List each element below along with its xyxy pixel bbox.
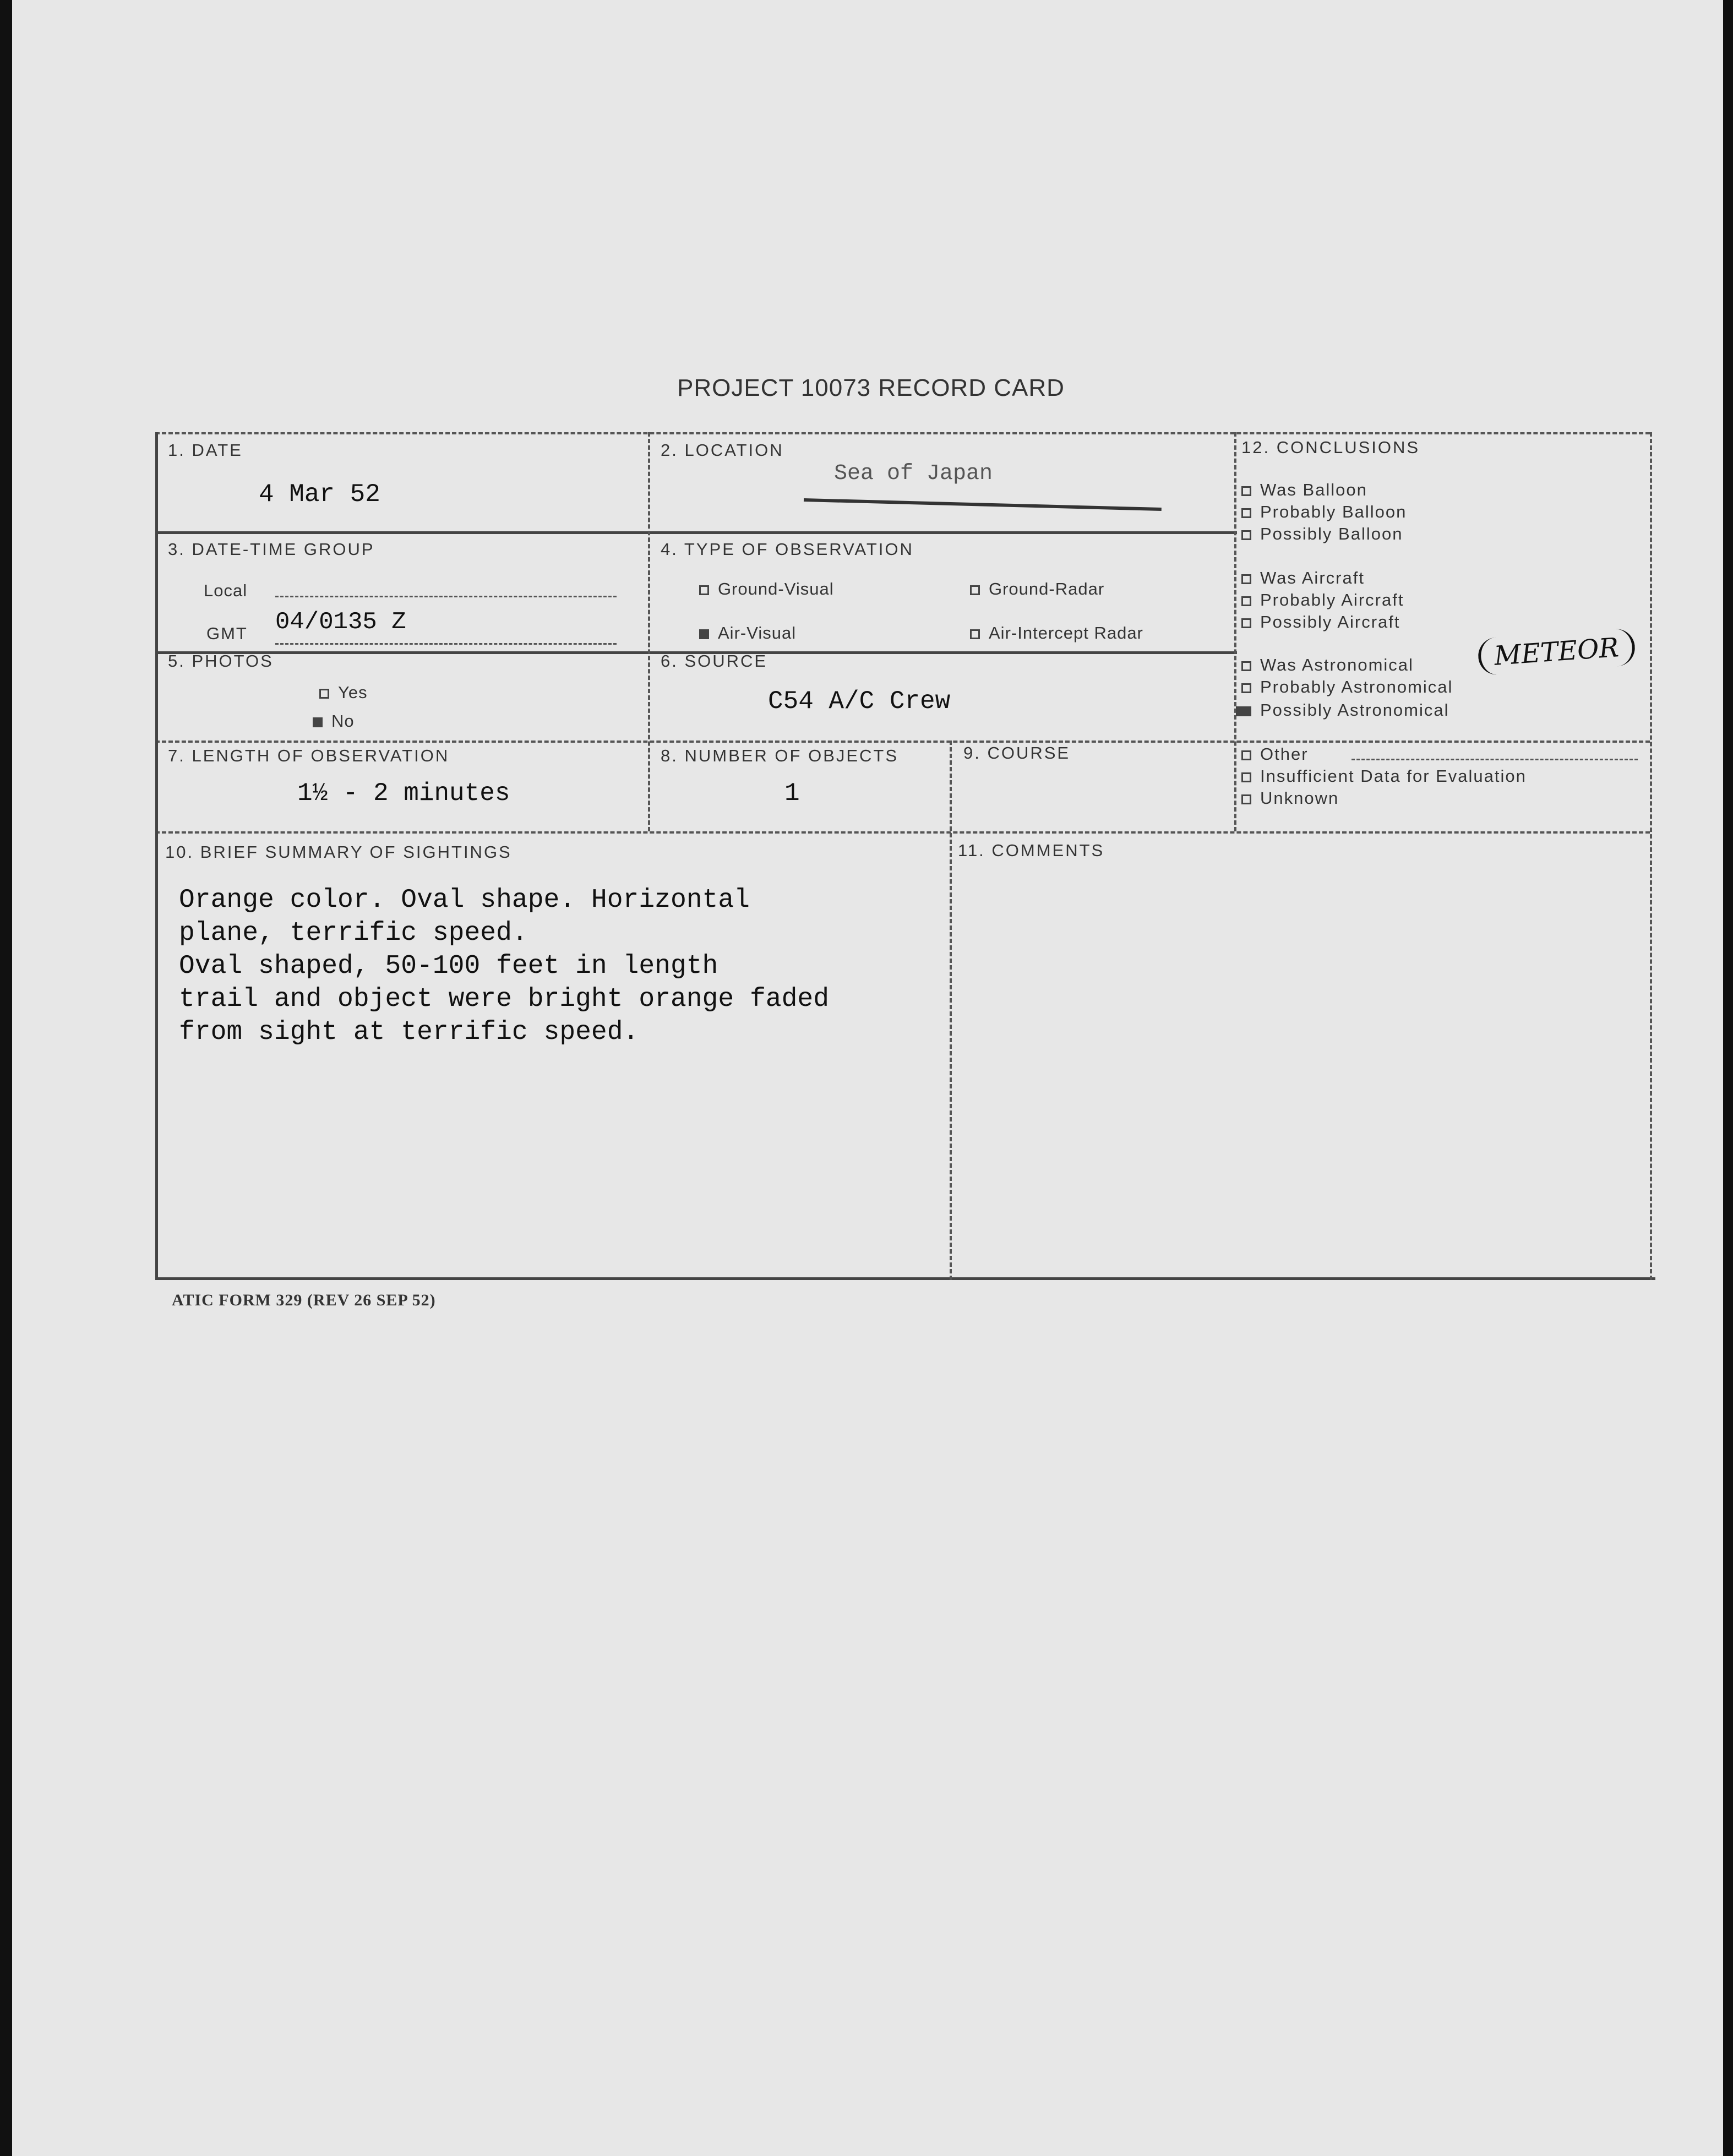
checkbox-icon xyxy=(1241,794,1251,804)
handwritten-meteor-note: METEOR xyxy=(1477,628,1636,676)
scan-edge-left xyxy=(0,0,12,2156)
length-of-observation-value: 1½ - 2 minutes xyxy=(297,779,510,808)
checkbox-icon xyxy=(970,585,980,595)
checkbox-checked-icon xyxy=(1236,706,1251,716)
conclusion-possibly-astronomical[interactable]: Possibly Astronomical xyxy=(1236,700,1449,720)
option-air-visual[interactable]: Air-Visual xyxy=(699,623,796,643)
conclusion-possibly-aircraft[interactable]: Possibly Aircraft xyxy=(1241,612,1400,632)
checkbox-icon xyxy=(1241,530,1251,540)
option-ground-radar[interactable]: Ground-Radar xyxy=(970,579,1104,599)
conclusion-probably-astronomical[interactable]: Probably Astronomical xyxy=(1241,677,1453,697)
option-ground-visual[interactable]: Ground-Visual xyxy=(699,579,834,599)
source-value: C54 A/C Crew xyxy=(768,687,951,716)
conclusion-was-aircraft[interactable]: Was Aircraft xyxy=(1241,568,1365,588)
date-value: 4 Mar 52 xyxy=(259,480,380,509)
photos-label: 5. PHOTOS xyxy=(168,651,274,671)
photos-option-no[interactable]: No xyxy=(313,711,355,731)
comments-label: 11. COMMENTS xyxy=(958,841,1105,860)
location-value: Sea of Japan xyxy=(834,461,993,486)
source-label: 6. SOURCE xyxy=(661,651,768,671)
conclusion-other[interactable]: Other xyxy=(1241,744,1309,764)
checkbox-icon xyxy=(1241,596,1251,606)
checkbox-icon xyxy=(1241,508,1251,518)
checkbox-icon xyxy=(1241,618,1251,628)
local-field-line xyxy=(275,596,617,597)
checkbox-icon xyxy=(1241,683,1251,693)
gmt-field-line xyxy=(275,643,617,645)
checkbox-icon xyxy=(319,689,329,699)
conclusion-probably-balloon[interactable]: Probably Balloon xyxy=(1241,502,1407,522)
summary-text: Orange color. Oval shape. Horizontal plane, terrific speed. Oval shaped, 50-100 feet in length trail and object were bright orange faded from sight at terrific speed. xyxy=(179,885,829,1047)
conclusion-possibly-balloon[interactable]: Possibly Balloon xyxy=(1241,524,1403,544)
number-of-objects-label: 8. NUMBER OF OBJECTS xyxy=(661,746,899,765)
conclusions-label: 12. CONCLUSIONS xyxy=(1241,438,1420,457)
form-id: ATIC FORM 329 (REV 26 SEP 52) xyxy=(172,1291,436,1309)
summary-label: 10. BRIEF SUMMARY OF SIGHTINGS xyxy=(165,842,512,862)
gmt-value: 04/0135 Z xyxy=(275,608,406,636)
gmt-label: GMT xyxy=(206,624,248,643)
card-title: PROJECT 10073 RECORD CARD xyxy=(677,374,1065,401)
conclusion-was-astronomical[interactable]: Was Astronomical xyxy=(1241,655,1414,675)
length-of-observation-label: 7. LENGTH OF OBSERVATION xyxy=(168,746,450,765)
checkbox-icon xyxy=(1241,750,1251,760)
option-air-intercept-radar[interactable]: Air-Intercept Radar xyxy=(970,623,1143,643)
checkbox-checked-icon xyxy=(699,629,709,639)
checkbox-icon xyxy=(1241,486,1251,496)
date-label: 1. DATE xyxy=(168,440,243,460)
checkbox-icon xyxy=(1241,574,1251,584)
date-time-group-label: 3. DATE-TIME GROUP xyxy=(168,540,375,559)
photos-option-yes[interactable]: Yes xyxy=(319,683,368,703)
number-of-objects-value: 1 xyxy=(784,779,800,808)
checkbox-checked-icon xyxy=(313,717,323,727)
type-of-observation-label: 4. TYPE OF OBSERVATION xyxy=(661,540,914,559)
location-label: 2. LOCATION xyxy=(661,440,784,460)
checkbox-icon xyxy=(699,585,709,595)
checkbox-icon xyxy=(970,629,980,639)
conclusion-was-balloon[interactable]: Was Balloon xyxy=(1241,480,1367,500)
conclusion-unknown[interactable]: Unknown xyxy=(1241,788,1339,808)
checkbox-icon xyxy=(1241,661,1251,671)
location-underline xyxy=(804,498,1162,511)
conclusion-probably-aircraft[interactable]: Probably Aircraft xyxy=(1241,590,1404,610)
other-field-line xyxy=(1351,759,1638,760)
checkbox-icon xyxy=(1241,772,1251,782)
scan-edge-right xyxy=(1723,0,1733,2156)
local-label: Local xyxy=(204,581,248,600)
conclusion-insufficient-data[interactable]: Insufficient Data for Evaluation xyxy=(1241,766,1527,786)
course-label: 9. COURSE xyxy=(963,743,1071,763)
